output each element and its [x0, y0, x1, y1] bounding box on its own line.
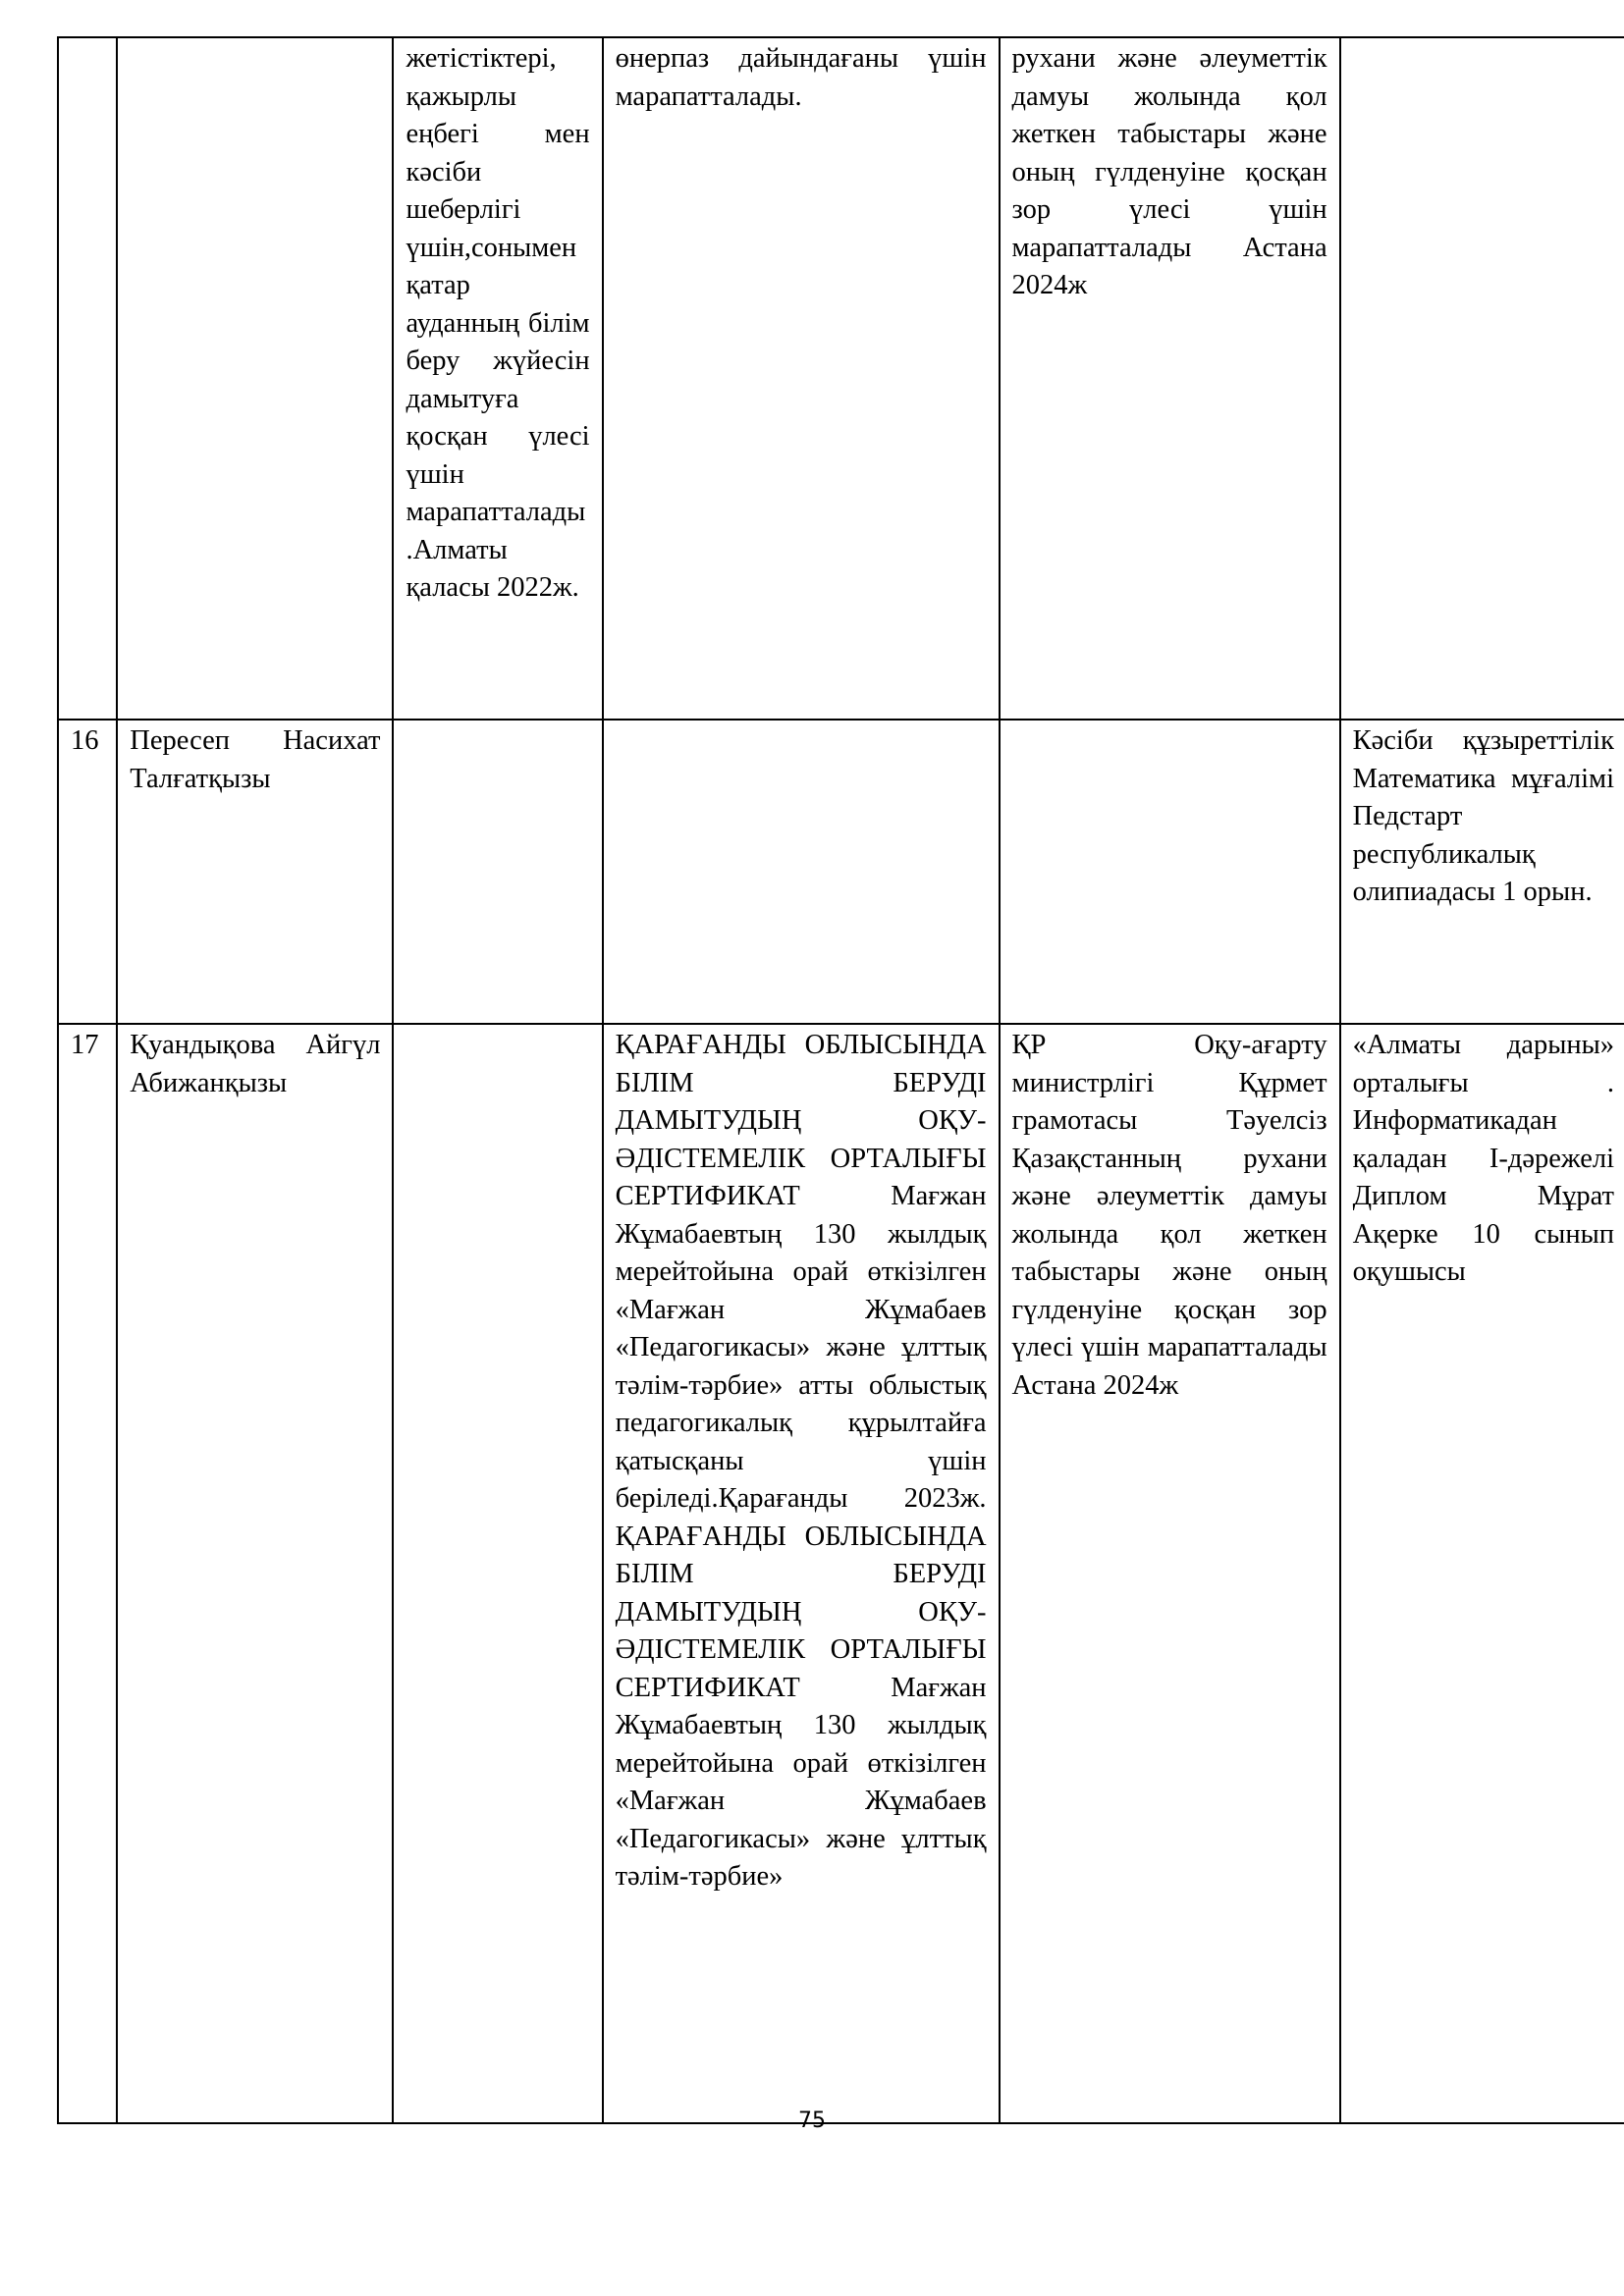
table-row	[58, 37, 1624, 720]
full-name-cell: Пересеп Насихат Талғатқызы	[117, 720, 393, 1024]
row-number-cell: 16	[58, 720, 117, 1024]
district-award-cell: жетістіктері, қажырлы еңбегі мен кәсіби шеберлігі үшін,сонымен қатар ауданның білім беру жүйесін дамытуға қосқан үлесі үшін марапатталады.Алматы қаласы 2022ж.	[393, 37, 602, 720]
full-name-cell: Қуандықова Айгүл Абижанқызы	[117, 1024, 393, 2123]
row-number-cell	[58, 37, 117, 720]
regional-award-cell: ҚАРАҒАНДЫ ОБЛЫСЫНДА БІЛІМ БЕРУДІ ДАМЫТУДЫҢ ОҚУ-ӘДІСТЕМЕЛІК ОРТАЛЫҒЫ СЕРТИФИКАТ Мағжан Жұмабаевтың 130 жылдық мерейтойына орай өткізілген «Мағжан Жұмабаев «Педагогикасы» және ұлттық тәлім-тәрбие» атты облыстық педагогикалық құрылтайға қатысқаны үшін беріледі.Қарағанды 2023ж. ҚАРАҒАНДЫ ОБЛЫСЫНДА БІЛІМ БЕРУДІ ДАМЫТУДЫҢ ОҚУ-ӘДІСТЕМЕЛІК ОРТАЛЫҒЫ СЕРТИФИКАТ Мағжан Жұмабаевтың 130 жылдық мерейтойына орай өткізілген «Мағжан Жұмабаев «Педагогикасы» және ұлттық тәлім-тәрбие»	[603, 1024, 1000, 2123]
regional-award-cell: өнерпаз дайындағаны үшін марапатталады.	[603, 37, 1000, 720]
table-row	[58, 1024, 1624, 2123]
full-name-cell	[117, 37, 393, 720]
republic-award-cell: рухани және әлеуметтік дамуы жолында қол жеткен табыстары және оның гүлденуіне қосқан зор үлесі үшін марапатталады Астана 2024ж	[1000, 37, 1340, 720]
page-number: 75	[798, 2109, 826, 2133]
table-row	[58, 720, 1624, 1024]
district-award-cell	[393, 720, 602, 1024]
republic-award-cell	[1000, 720, 1340, 1024]
republic-award-cell: ҚР Оқу-ағарту министрлігі Құрмет грамотасы Тәуелсіз Қазақстанның рухани және әлеуметтік дамуы жолында қол жеткен табыстары және оның гүлденуіне қосқан зор үлесі үшін марапатталады Астана 2024ж	[1000, 1024, 1340, 2123]
regional-award-cell	[603, 720, 1000, 1024]
awards-table	[57, 36, 1624, 2124]
student-achievement-cell: Кәсіби құзыреттілік Математика мұғалімі Педстарт республикалық олипиадасы 1 орын.	[1340, 720, 1624, 1024]
student-achievement-cell: «Алматы дарыны» орталығы . Информатикадан қаладан I-дәрежелі Диплом Мұрат Ақерке 10 сынып оқушысы	[1340, 1024, 1624, 2123]
student-achievement-cell	[1340, 37, 1624, 720]
row-number-cell: 17	[58, 1024, 117, 2123]
district-award-cell	[393, 1024, 602, 2123]
